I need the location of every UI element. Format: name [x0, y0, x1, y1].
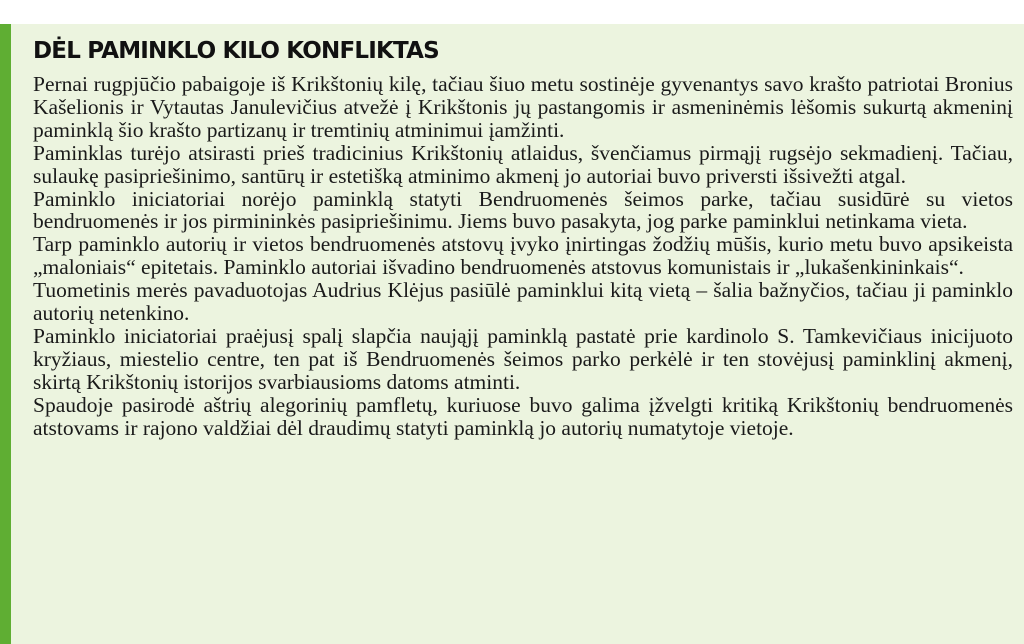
- article-box: [0, 24, 1024, 644]
- article-content: [33, 36, 1013, 440]
- article-title: DĖL PAMINKLO KILO KONFLIKTAS: [33, 38, 439, 64]
- accent-bar: [0, 24, 11, 644]
- paragraph-1: Pernai rugpjūčio pabaigoje iš Krikštonių kilę, tačiau šiuo metu sostinėje gyvenantys savo krašto patriotai Bronius Kašelionis ir Vytautas Janulevičius atvežė į Krikštonis jų pastangomis ir asmeninėmis lėšomis sukurtą akmeninį paminklą šio krašto partizanų ir tremtinių atminimui įamžinti.: [33, 72, 1013, 142]
- paragraph-3: Paminklo iniciatoriai norėjo paminklą statyti Bendruomenės šeimos parke, tačiau susidūrė su vietos bendruomenės ir jos pirmininkės pasipriešinimu. Jiems buvo pasakyta, jog parke paminklui netinkama vieta.: [33, 186, 1013, 234]
- paragraph-7: Spaudoje pasirodė aštrių alegorinių pamfletų, kuriuose buvo galima įžvelgti kritiką Krikštonių bendruomenės atstovams ir rajono valdžiai dėl draudimų statyti paminklą jo autorių numatytoje vietoje.: [33, 392, 1013, 440]
- paragraph-5: Tuometinis merės pavaduotojas Audrius Klėjus pasiūlė paminklui kitą vietą – šalia bažnyčios, tačiau ji paminklo autorių netenkino.: [33, 278, 1013, 326]
- paragraph-6: Paminklo iniciatoriai praėjusį spalį slapčia naująjį paminklą pastatė prie kardinolo S. Tamkevičiaus inicijuoto kryžiaus, miestelio centre, ten pat iš Bendruomenės šeimos parko perkėlė ir ten stovėjusį paminklinį akmenį, skirtą Krikštonių istorijos svarbiausioms datoms atminti.: [33, 323, 1013, 394]
- paragraph-4: Tarp paminklo autorių ir vietos bendruomenės atstovų įvyko įnirtingas žodžių mūšis, kurio metu buvo apsikeista „maloniais“ epitetais. Paminklo autoriai išvadino bendruomenės atstovus komunistais ir „lukašenkininkais“.: [33, 232, 1013, 280]
- paragraph-2: Paminklas turėjo atsirasti prieš tradicinius Krikštonių atlaidus, švenčiamus pirmąjį rugsėjo sekmadienį. Tačiau, sulaukę pasipriešinimo, santūrų ir estetišką atminimo akmenį jo autoriai buvo priversti išsivežti atgal.: [33, 140, 1013, 188]
